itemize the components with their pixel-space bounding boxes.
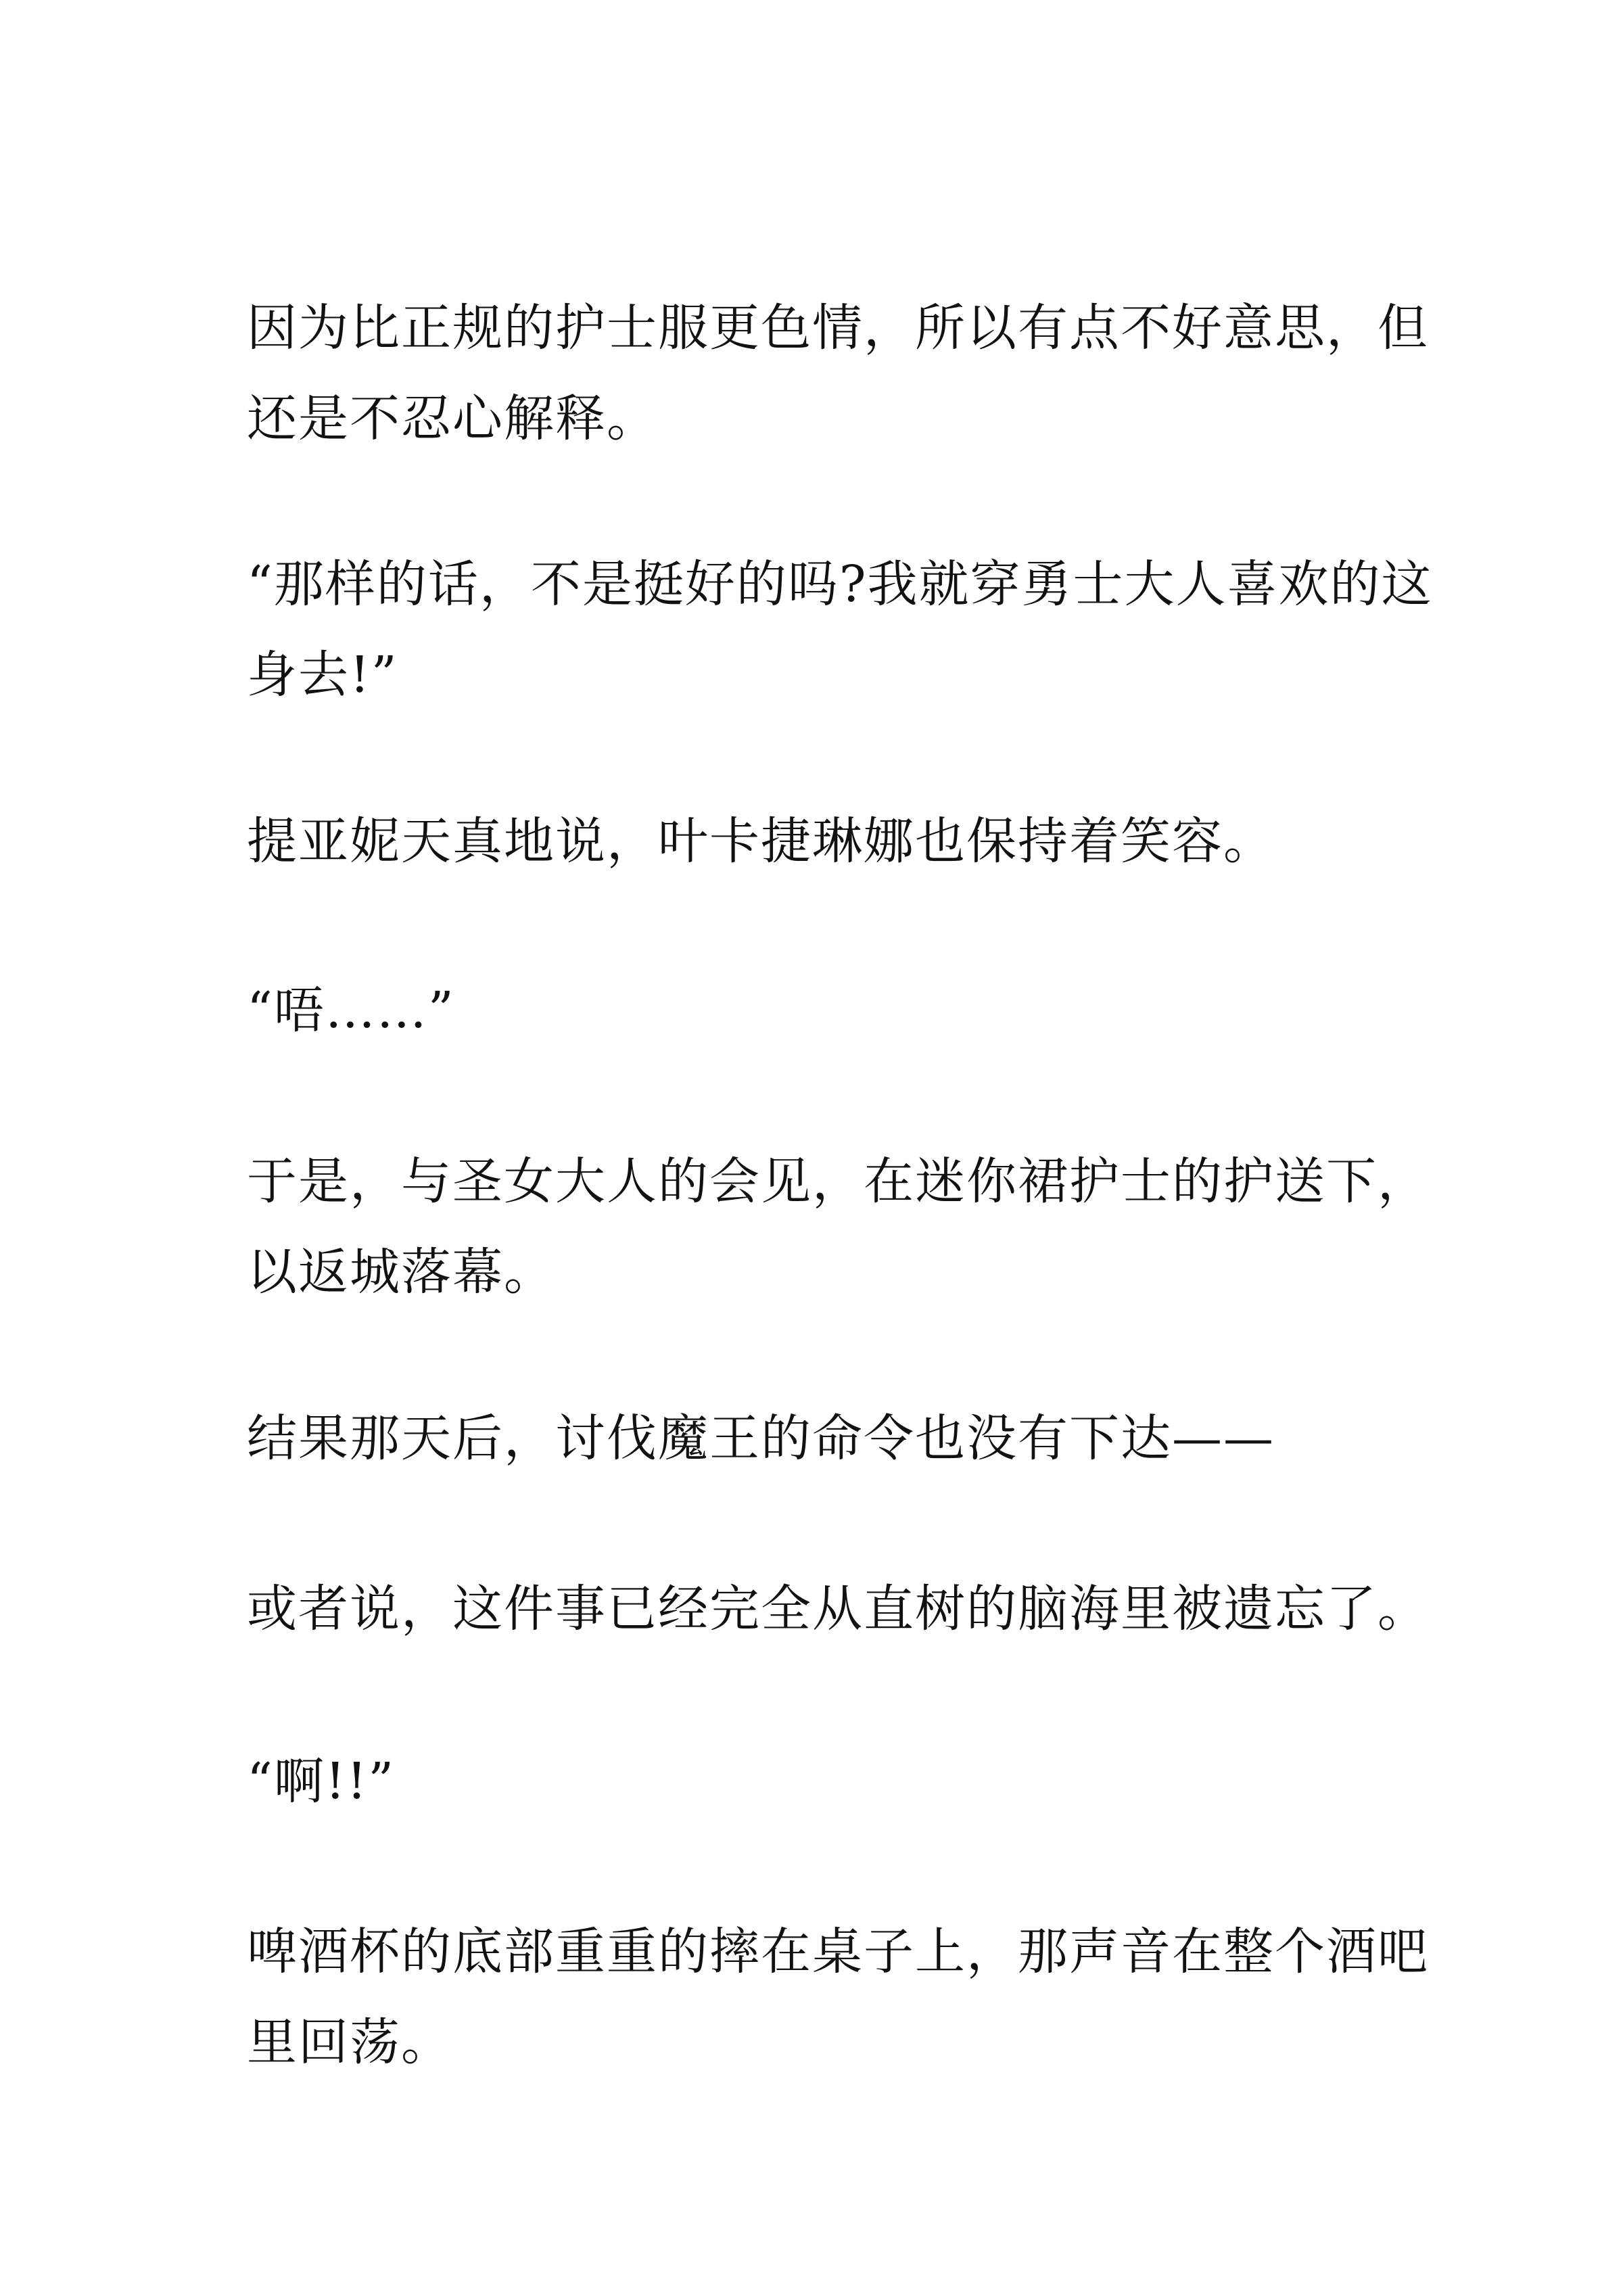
paragraph-1 <box>247 283 1429 464</box>
text-line: 结果那天后，讨伐魔王的命令也没有下达—— <box>247 1409 1275 1468</box>
paragraph-8 <box>247 1736 1396 1827</box>
text-line: “啊!!” <box>247 1752 396 1810</box>
text-line: 提亚妮天真地说，叶卡捷琳娜也保持着笑容。 <box>247 812 1275 870</box>
text-line: 因为比正规的护士服更色情，所以有点不好意思，但 <box>247 299 1429 357</box>
text-line: 身去!” <box>247 646 398 704</box>
text-line: 里回荡。 <box>247 2013 452 2071</box>
paragraph-3 <box>247 796 1396 887</box>
paragraph-9 <box>247 1906 1429 2088</box>
text-line: 于是，与圣女大人的会见，在迷你裙护士的护送下， <box>247 1152 1429 1211</box>
paragraph-6 <box>247 1393 1396 1484</box>
paragraph-5 <box>247 1136 1429 1317</box>
text-line: “唔……” <box>247 981 455 1039</box>
text-line: 还是不忍心解释。 <box>247 390 658 448</box>
paragraph-4 <box>247 965 1396 1056</box>
text-line: 以返城落幕。 <box>247 1243 555 1301</box>
text-line: 或者说，这件事已经完全从直树的脑海里被遗忘了。 <box>247 1580 1429 1638</box>
paragraph-7 <box>247 1564 1429 1654</box>
text-line: 啤酒杯的底部重重的摔在桌子上，那声音在整个酒吧 <box>247 1923 1429 1981</box>
text-line: “那样的话，不是挺好的吗?我就穿勇士大人喜欢的这 <box>247 555 1433 613</box>
paragraph-2 <box>247 539 1433 720</box>
